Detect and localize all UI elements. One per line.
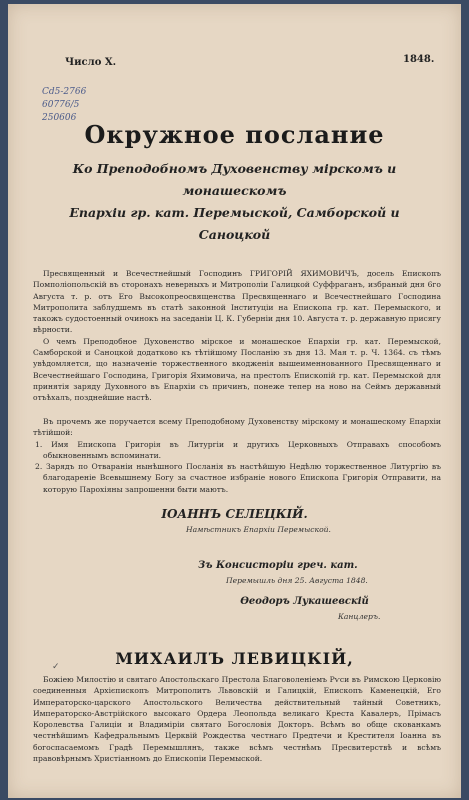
subtitle-line-2: Епархіи гр. кат. Перемыской, Самборской и Саноцкой bbox=[69, 205, 400, 242]
consistory-label: Зъ Консисторіи греч. кат. bbox=[198, 560, 358, 571]
subtitle-line-1: Ко Преподобномъ Духовенству мірскомъ и монашескомъ bbox=[72, 161, 397, 198]
main-body bbox=[33, 268, 441, 404]
paragraph-1: Пресвященный и Всечестнейшый Господинъ ГРИГОРІЙ ЯХИМОВИЧЪ, досель Епископъ Помполіопольскій въ сторонахъ неверныхъ и Митрополіи Галицкой Суффраганъ, избраный дня 6го Августа т. р. отъ Его Высокопреосвященства Пресвященнаго и Всечестнейшаго Господина Митрополита заблудшемъ въ статѣ законной Інституціи на Епископа гр. кат. Перемыского, и такожъ судостоенный очинокъ на заседаніи Ц. К. Губерніи дня 10. Августа т. р. державную присягу вѣрности. bbox=[33, 269, 441, 335]
stamp-line: Cd5-2766 bbox=[42, 87, 87, 97]
chancellor-title: Канцлеръ. bbox=[338, 612, 381, 621]
stamp-line: 60776/5 bbox=[42, 100, 80, 110]
instructions-body bbox=[33, 416, 441, 495]
chancellor-name: Ѳеодоръ Лукашевскій bbox=[240, 596, 369, 607]
instruction-item-1: 1. Имя Епископа Григорія въ Литургіи и другихъ Церковныхъ Отправахъ способомъ обыкновеннымъ вспоминати. bbox=[35, 439, 441, 460]
document-page bbox=[8, 4, 461, 798]
author-paragraph: Божіею Милостію и святаго Апостольскаго Престола Благоволеніемъ Рѵси въ Римскою Церковію соединенныя Архієпископъ Митрополитъ Львовскій и Галицкій, Епископъ Каменецкій, Его Императорско-царского Апостольского Величества действительный тайный Советникъ, Императорско-Австрійского высокаго Ордера Леопольда великаго Креста Кавалеръ, Прімасъ Королевства Галиціи и Владиміріи святаго Богословія Докторъ. Всѣмъ во обще скованкамъ честнѣйшимъ Кафедральнымъ Церквій Рождества честнаго Предтечи и Крестителя Іоанна въ богоспасаемомъ Градѣ Перемышлянъ, также всѣмъ честнѣмъ Пресвитерствѣ и всѣмъ правовѣрнымъ Христіанномъ до Епископіи Перемыской. bbox=[33, 675, 441, 764]
document-subtitle bbox=[33, 158, 436, 246]
paragraph-3: Въ прочемъ же поручается всему Преподобному Духовенству мірскому и монашескому Епархіи тѣтійшой: bbox=[33, 417, 441, 438]
author-body bbox=[33, 674, 441, 764]
place-date: Перемышль дня 25. Августа 1848. bbox=[226, 576, 368, 585]
issue-number: Число X. bbox=[65, 57, 117, 68]
document-title: Окружное послание bbox=[84, 120, 385, 149]
instruction-item-2: 2. Зарядъ по Отвараніи нынѣшного Посланія въ настѣйшую Недѣлю торжественное Литургію въ благодареніе Всевышнему Богу за счастное избраніе нового Епископа Григорія Отправити, на которую Парохіяны запрошенни быти маютъ. bbox=[35, 462, 441, 494]
year-label: 1848. bbox=[403, 54, 435, 65]
stamp-line: 250606 bbox=[42, 113, 77, 123]
vicar-name: ІОАННЪ СЕЛЕЦКІЙ. bbox=[161, 507, 308, 521]
paragraph-2: О чемъ Преподобное Духовенство мірское и монашеское Епархіи гр. кат. Перемыской, Самборской и Саноцкой додатково къ тѣтійшому Посланію зъ дня 13. Мая т. р. Ч. 1364. съ тѣмъ увѣдомляется, що назначеніе торжественного вкодженія вышеименнованного Пресвященнаго и Всечестнейшаго Господина, Григорія Яхимовича, на престолъ Епископій гр. кат. Перемыской для принятія заряду Духовного въ Епархіи съ причинъ, понеже тепер на ново на Сеймъ державный отъѣхалъ, позднейшие настѣ. bbox=[33, 336, 441, 403]
author-name: МИХАИЛЪ ЛЕВИЦКІЙ, bbox=[115, 649, 354, 668]
ink-mark: ✓ bbox=[52, 662, 60, 672]
vicar-title: Намѣстникъ Епархіи Перемыской. bbox=[186, 525, 331, 534]
